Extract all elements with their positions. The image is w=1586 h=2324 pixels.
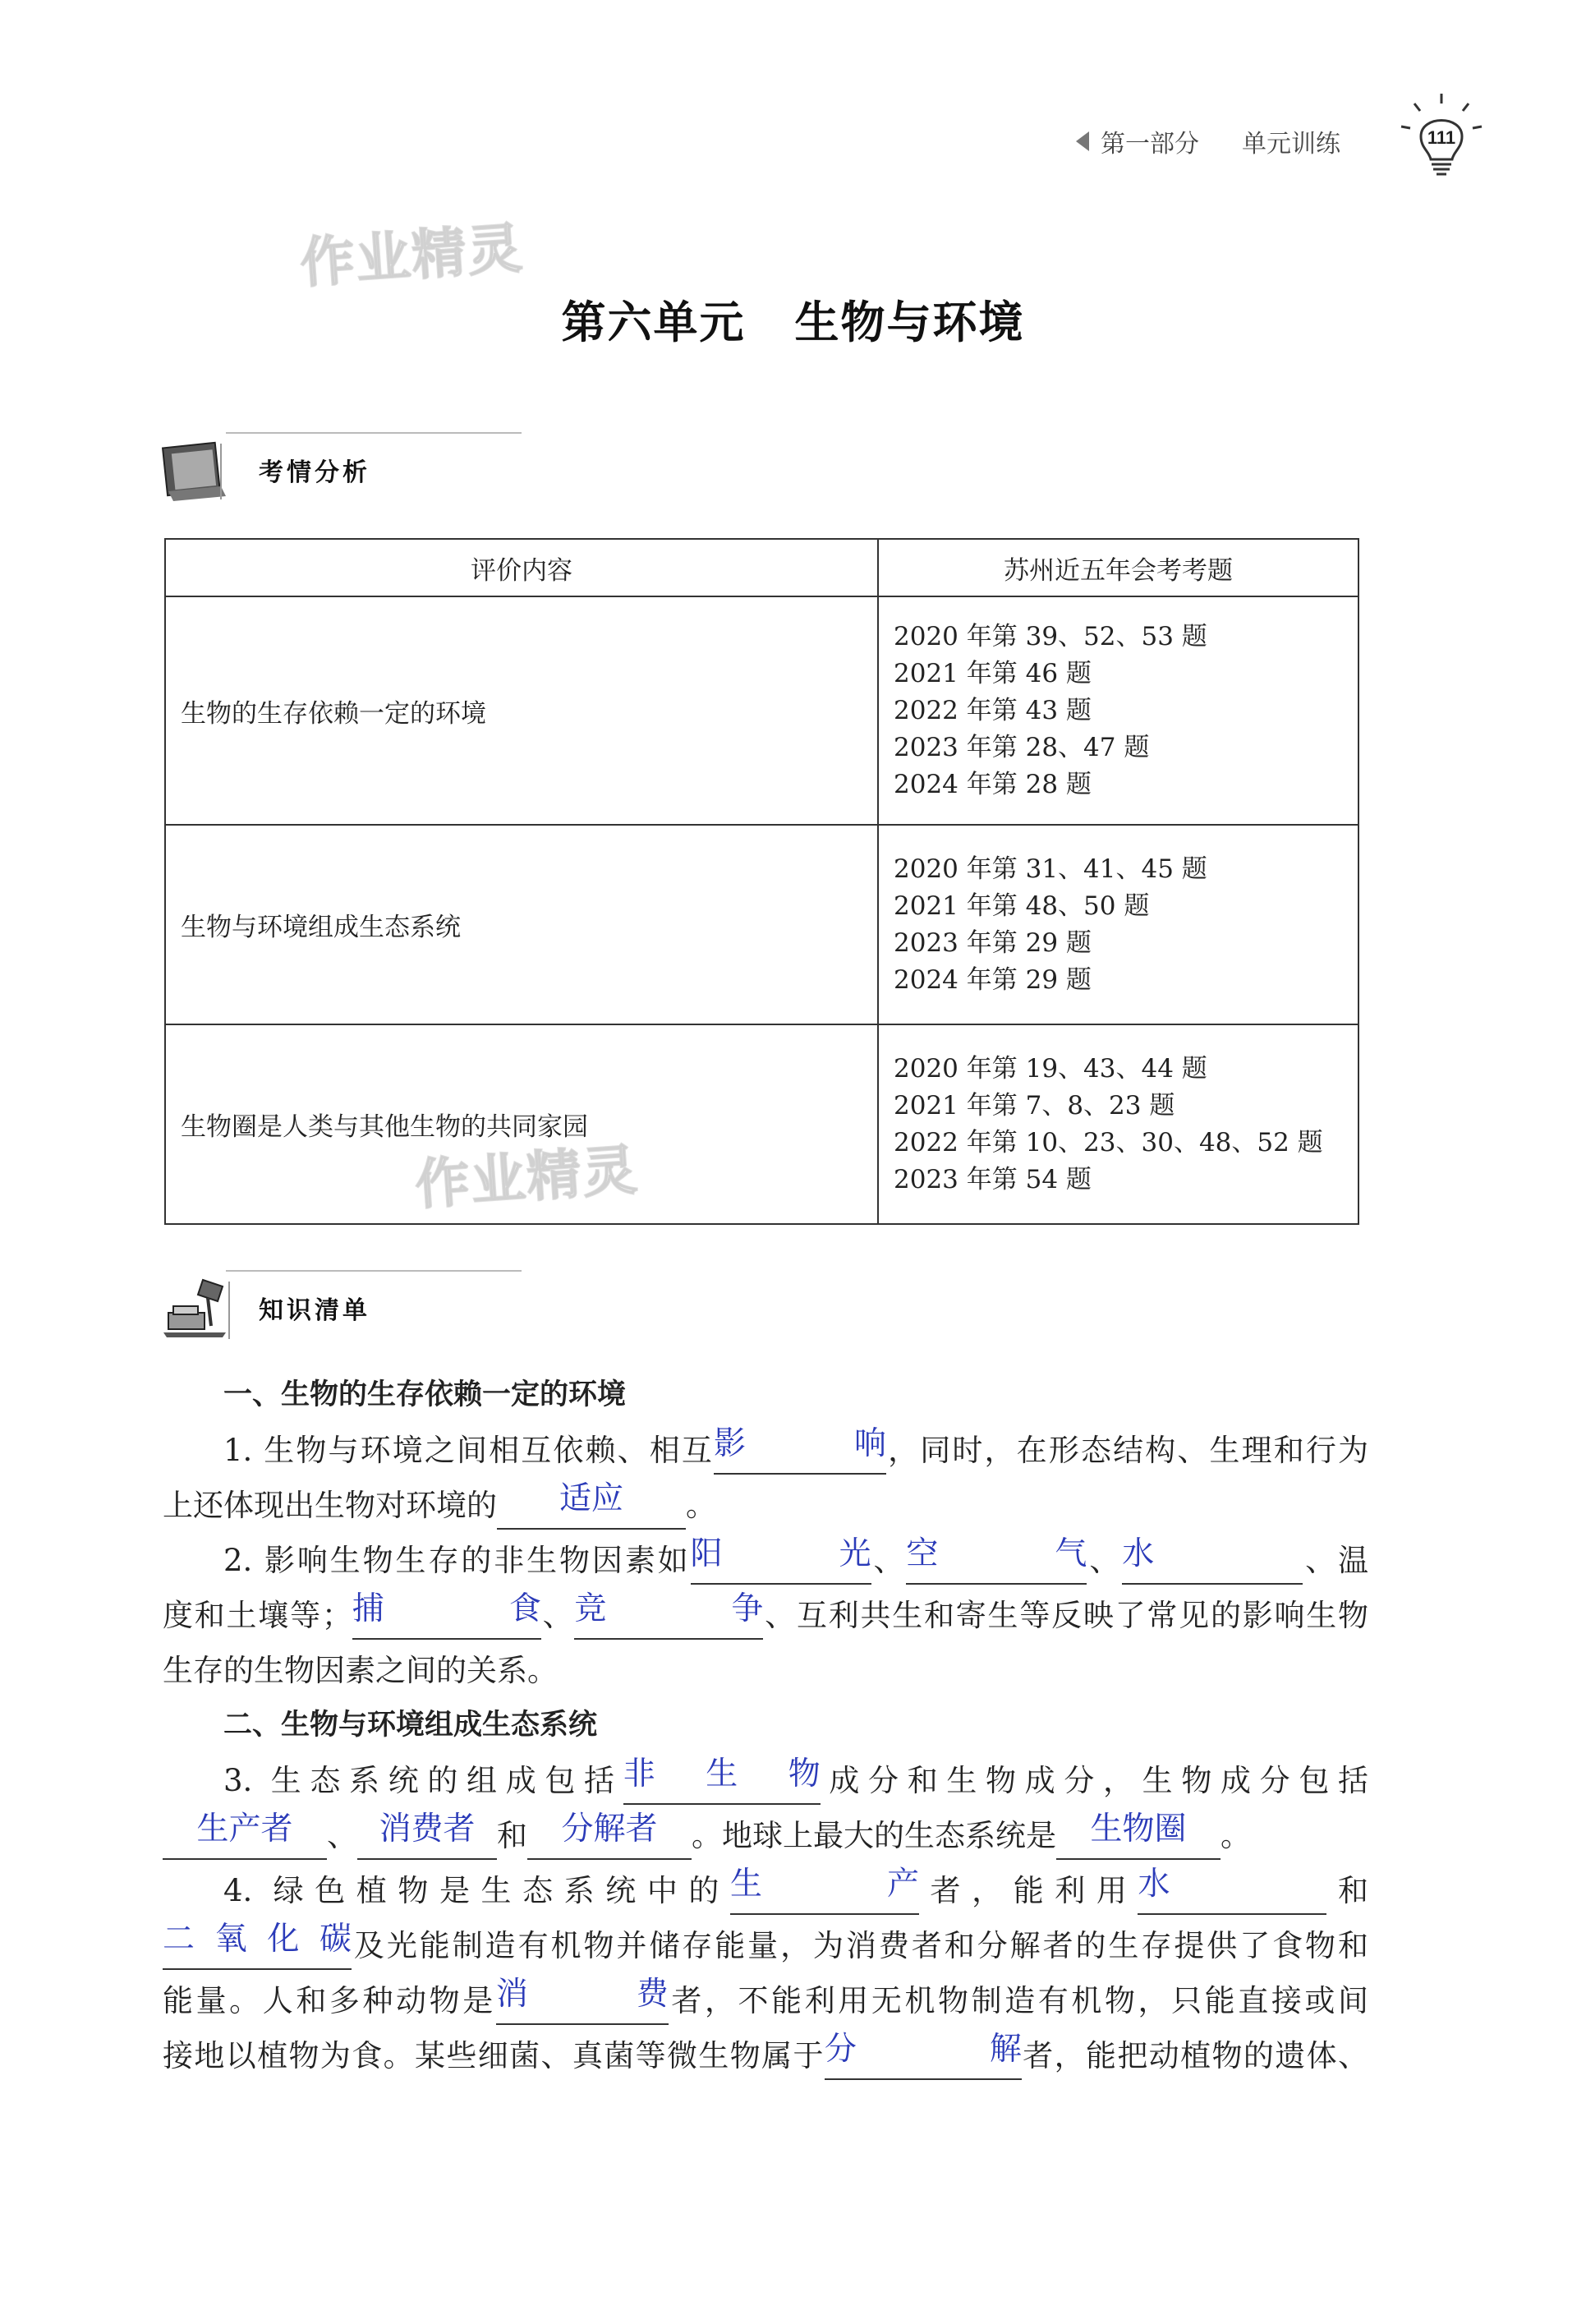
exam-item: 2024 年第 28 题 (894, 769, 1092, 799)
row-content: 生物的生存依赖一定的环境 (165, 596, 878, 825)
answer-blank: 消费者 (357, 1814, 497, 1860)
page-header (1076, 123, 1340, 159)
column-header: 苏州近五年会考考题 (878, 539, 1358, 596)
page-number: 111 (1427, 127, 1456, 148)
table-row (165, 596, 1358, 825)
row-content: 生物圈是人类与其他生物的共同家园 (165, 1024, 878, 1224)
exam-item: 2022 年第 43 题 (894, 695, 1092, 725)
answer-blank: 影响 (714, 1429, 886, 1475)
answer-blank: 生物圈 (1056, 1814, 1221, 1860)
answer-blank: 空气 (906, 1539, 1087, 1585)
exam-item: 2020 年第 31、41、45 题 (894, 854, 1207, 884)
section-title: 二、生物与环境组成生态系统 (223, 1709, 598, 1742)
q4-line2: 二氧化碳及光能制造有机物并储存能量，为消费者和分解者的生存提供了食物和 (163, 1918, 1368, 1973)
exam-item: 2023 年第 29 题 (894, 927, 1092, 958)
watermark-top: 作业精灵 (298, 216, 526, 296)
answer-blank: 适应 (497, 1484, 686, 1530)
answer-blank: 阳光 (691, 1539, 871, 1585)
exam-item: 2023 年第 54 题 (894, 1164, 1092, 1194)
exam-item: 2024 年第 29 题 (894, 964, 1092, 995)
q3-line2: 生产者 、 消费者 和 分解者 。地球上最大的生态系统是 生物圈 。 (163, 1808, 1368, 1863)
q2-line2: 度和土壤等；捕食、竞争、互利共生和寄生等反映了常见的影响生物 (163, 1588, 1368, 1643)
analysis-heading-label: 考情分析 (259, 458, 370, 487)
header-part: 第一部分 (1101, 130, 1199, 159)
row-exams (878, 596, 1358, 825)
row-content: 生物与环境组成生态系统 (165, 825, 878, 1024)
answer-blank: 分解者 (527, 1814, 692, 1860)
table-header-row (165, 539, 1358, 596)
knowledge-list (163, 1368, 1368, 2083)
exam-item: 2020 年第 39、52、53 题 (894, 621, 1207, 651)
answer-blank: 分解 (825, 2034, 1022, 2080)
answer-blank: 捕食 (352, 1594, 541, 1640)
lightbulb-page-number-icon (1396, 90, 1487, 181)
q2-line3: 生存的生物因素之间的关系。 (163, 1653, 558, 1688)
knowledge-heading-label: 知识清单 (259, 1296, 370, 1325)
answer-blank: 消费 (496, 1979, 669, 2025)
exam-item: 2022 年第 10、23、30、48、52 题 (894, 1127, 1323, 1157)
page-title (0, 288, 1586, 351)
exam-item: 2021 年第 7、8、23 题 (894, 1090, 1175, 1121)
answer-blank: 生产者 (163, 1814, 327, 1860)
answer-blank: 非生物 (623, 1759, 821, 1805)
q4-line4: 接地以植物为食。某些细菌、真菌等微生物属于分解者，能把动植物的遗体、 (163, 2028, 1368, 2083)
exam-item: 2021 年第 46 题 (894, 658, 1092, 688)
desk-lamp-icon (160, 1275, 234, 1341)
unit-number: 第六单元 (561, 297, 746, 348)
answer-blank: 水 (1138, 1869, 1326, 1915)
column-header: 评价内容 (165, 539, 878, 596)
unit-topic: 生物与环境 (794, 297, 1025, 348)
exam-item: 2020 年第 19、43、44 题 (894, 1053, 1207, 1084)
answer-blank: 水 (1122, 1539, 1303, 1585)
exam-item: 2023 年第 28、47 题 (894, 732, 1150, 762)
table-row (165, 1024, 1358, 1224)
q1-line2: 上还体现出生物对环境的 适应 。 (163, 1478, 1368, 1533)
q2-line1: 2. 影响生物生存的非生物因素如阳光、空气、水 、温 (163, 1533, 1368, 1588)
header-section: 单元训练 (1242, 130, 1340, 159)
book-icon (160, 437, 234, 503)
back-triangle-icon (1076, 131, 1089, 151)
row-exams (878, 825, 1358, 1024)
q4-line1: 4. 绿色植物是生态系统中的生产者，能利用水 和 (163, 1863, 1368, 1918)
answer-blank: 二氧化碳 (163, 1924, 352, 1970)
row-exams (878, 1024, 1358, 1224)
section-title: 一、生物的生存依赖一定的环境 (223, 1378, 627, 1411)
table-row (165, 825, 1358, 1024)
q4-line3: 能量。人和多种动物是消费者，不能利用无机物制造有机物，只能直接或间 (163, 1973, 1368, 2028)
analysis-heading (160, 437, 370, 503)
q3-line1: 3. 生态系统的组成包括非生物成分和生物成分，生物成分包括 (163, 1753, 1368, 1808)
answer-blank: 生产 (730, 1869, 919, 1915)
answer-blank: 竞争 (574, 1594, 763, 1640)
exam-item: 2021 年第 48、50 题 (894, 890, 1150, 921)
q1-line1: 1. 生物与环境之间相互依赖、相互影响，同时，在形态结构、生理和行为 (163, 1423, 1368, 1478)
watermark-middle: 作业精灵 (413, 1138, 641, 1217)
exam-analysis-table (164, 538, 1359, 1225)
knowledge-heading (160, 1275, 370, 1341)
